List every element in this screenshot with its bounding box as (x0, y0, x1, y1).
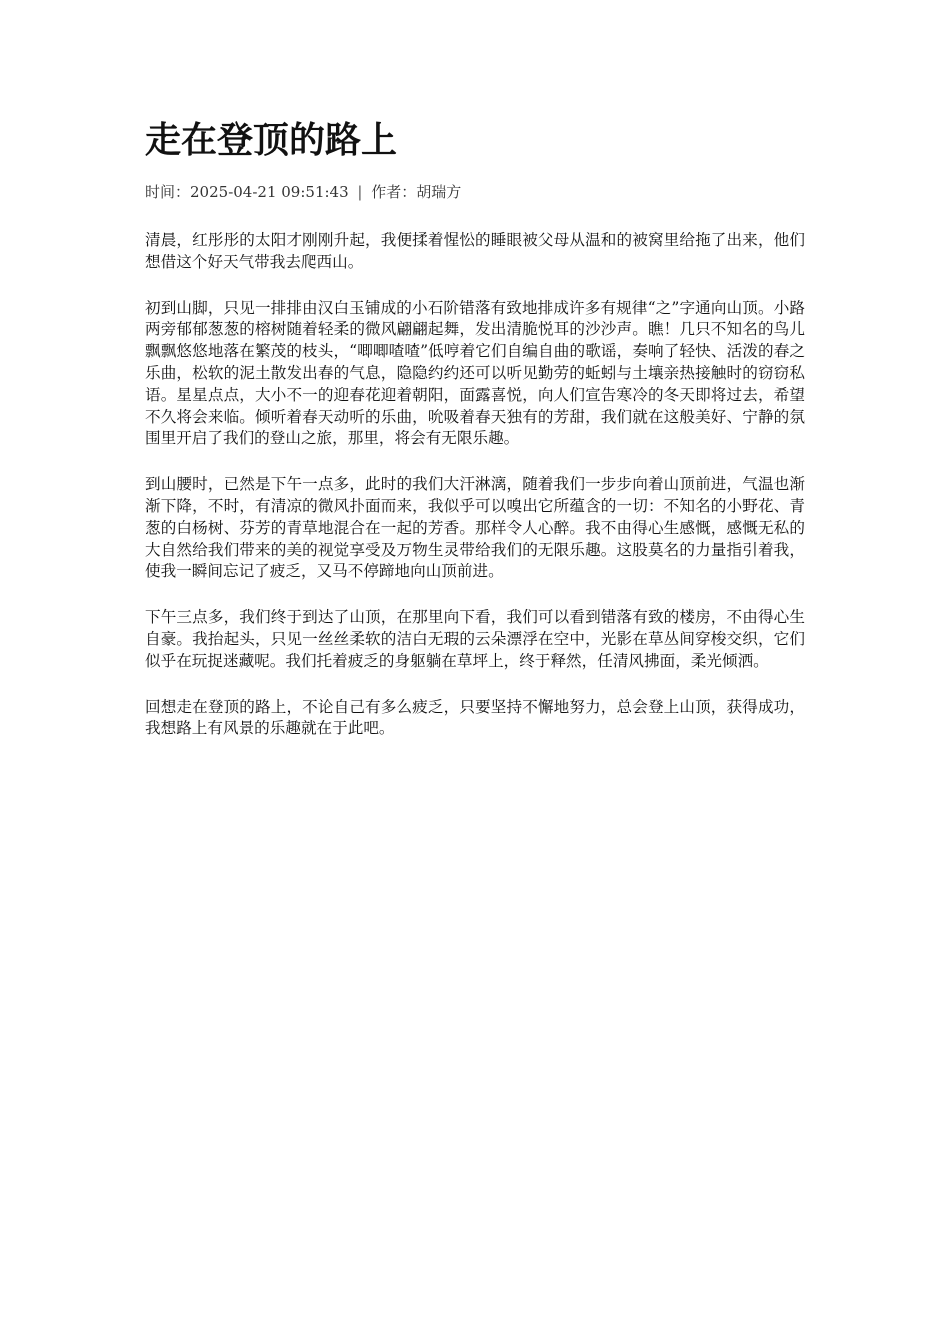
meta-separator: | (357, 183, 363, 201)
author-label: 作者： (371, 183, 417, 201)
paragraph: 清晨，红彤彤的太阳才刚刚升起，我便揉着惺忪的睡眼被父母从温和的被窝里给拖了出来，他们想借这个好天气带我去爬西山。 (145, 231, 805, 271)
article-body (145, 230, 805, 740)
paragraph: 初到山脚，只见一排排由汉白玉铺成的小石阶错落有致地排成许多有规律“之”字通向山顶。小路两旁郁郁葱葱的榕树随着轻柔的微风翩翩起舞，发出清脆悦耳的沙沙声。瞧！几只不知名的鸟儿飘飘悠悠地落在繁茂的枝头，“唧唧喳喳”低哼着它们自编自曲的歌谣，奏响了轻快、活泼的春之乐曲，松软的泥土散发出春的气息，隐隐约约还可以听见勤劳的蚯蚓与土壤亲热接触时的窃窃私语。星星点点，大小不一的迎春花迎着朝阳，面露喜悦，向人们宣告寒冷的冬天即将过去，希望不久将会来临。倾听着春天动听的乐曲，吮吸着春天独有的芳甜，我们就在这般美好、宁静的氛围里开启了我们的登山之旅，那里，将会有无限乐趣。 (145, 298, 805, 448)
article-title: 走在登顶的路上 (145, 120, 398, 161)
time-value: 2025-04-21 09:51:43 (190, 183, 349, 201)
paragraph: 下午三点多，我们终于到达了山顶，在那里向下看，我们可以看到错落有致的楼房，不由得心生自豪。我抬起头，只见一丝丝柔软的洁白无瑕的云朵漂浮在空中，光影在草丛间穿梭交织，它们似乎在玩捉迷藏呢。我们托着疲乏的身躯躺在草坪上，终于释然，任清风拂面，柔光倾洒。 (145, 608, 805, 670)
article-meta (145, 182, 805, 202)
author-value: 胡瑞方 (416, 183, 462, 201)
article (145, 112, 805, 764)
paragraph: 回想走在登顶的路上，不论自己有多么疲乏，只要坚持不懈地努力，总会登上山顶，获得成功，我想路上有风景的乐趣就在于此吧。 (145, 697, 805, 738)
time-label: 时间： (145, 183, 191, 201)
paragraph: 到山腰时，已然是下午一点多，此时的我们大汗淋漓，随着我们一步步向着山顶前进，气温也渐渐下降，不时，有清凉的微风扑面而来，我似乎可以嗅出它所蕴含的一切：不知名的小野花、青葱的白杨树、芬芳的青草地混合在一起的芳香。那样令人心醉。我不由得心生感慨，感慨无私的大自然给我们带来的美的视觉享受及万物生灵带给我们的无限乐趣。这股莫名的力量指引着我，使我一瞬间忘记了疲乏，又马不停蹄地向山顶前进。 (145, 475, 805, 581)
